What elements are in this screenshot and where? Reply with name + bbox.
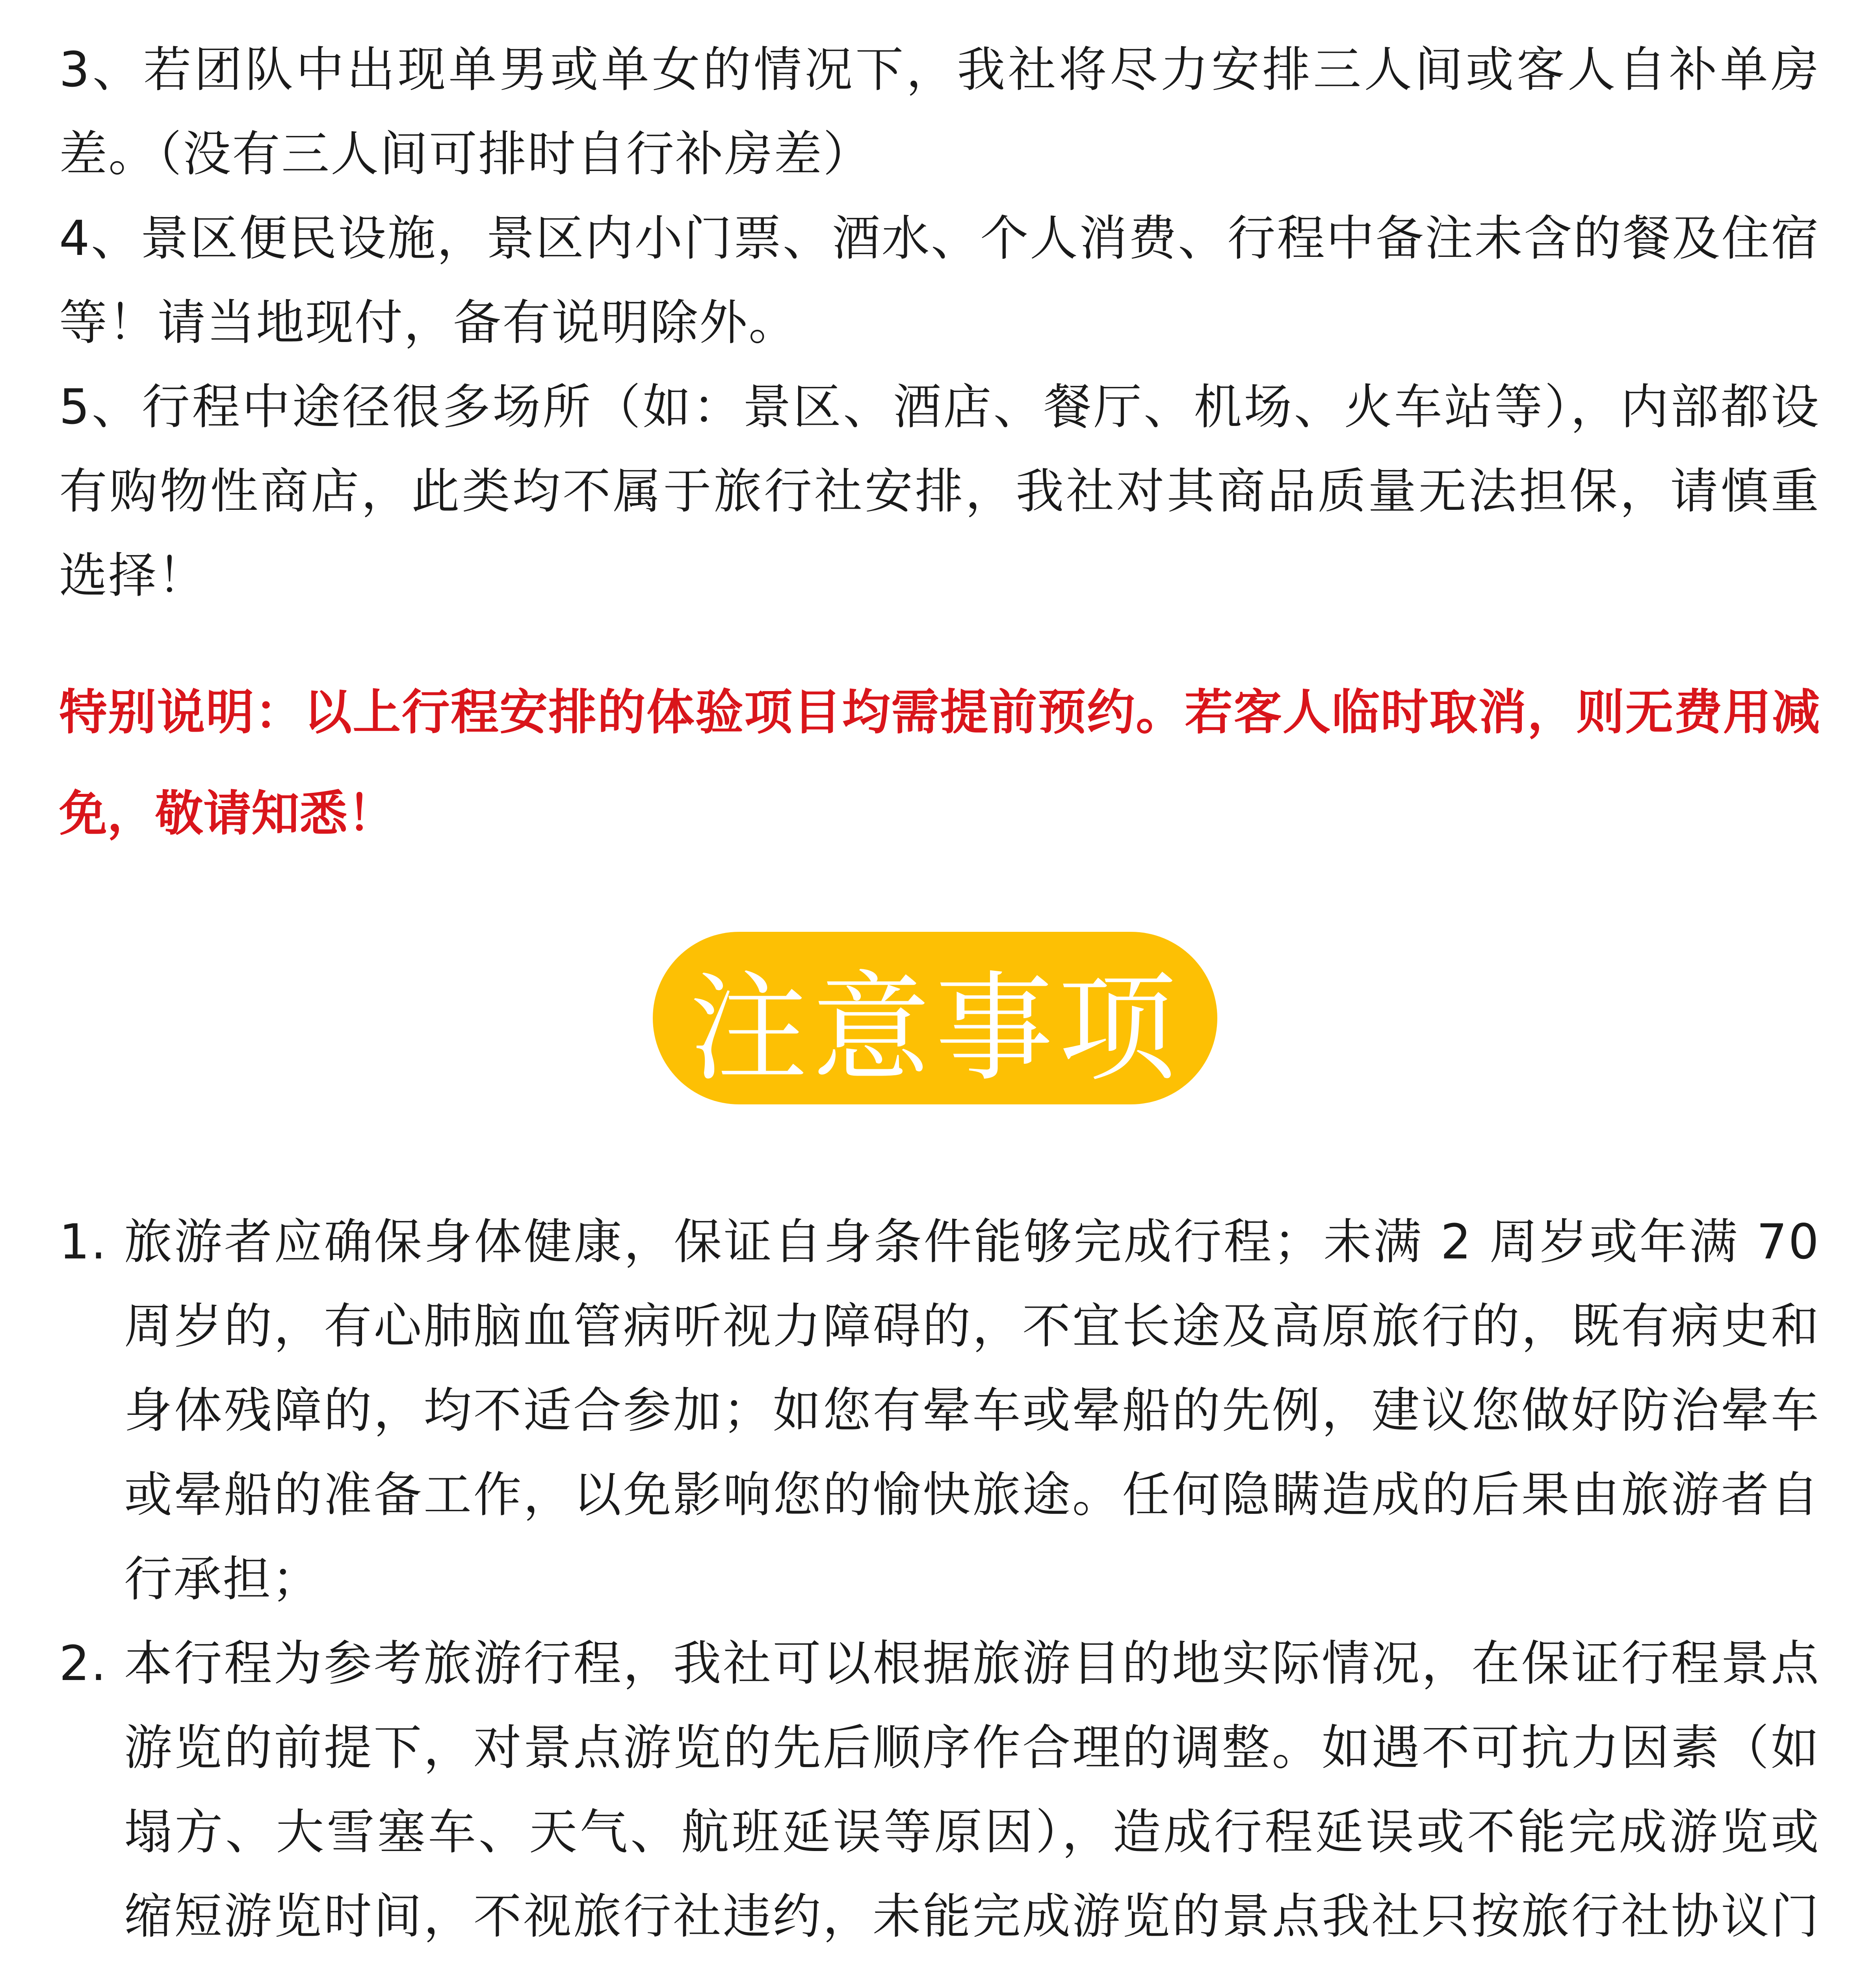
section-title: 注意事项	[689, 959, 1181, 1097]
intro-item-3: 3、若团队中出现单男或单女的情况下，我社将尽力安排三人间或客人自补单房差。（没有三人间可排时自行补房差）	[59, 42, 1820, 182]
notes-list	[59, 1200, 1820, 1970]
note-text: 旅游者应确保身体健康，保证自身条件能够完成行程；未满 2 周岁或年满 70 周岁的，有心肺脑血管病听视力障碍的，不宜长途及高原旅行的，既有病史和身体残障的，均不适合参加；如您有晕车或晕船的先例，建议您做好防治晕车或晕船的准备工作，以免影响您的愉快旅途。任何隐瞒造成的后果由旅游者自行承担；	[124, 1214, 1820, 1607]
section-title-badge	[653, 932, 1217, 1104]
special-note: 特别说明：以上行程安排的体验项目均需提前预约。若客人临时取消，则无费用减免，敬请知悉！	[59, 684, 1820, 842]
note-item	[59, 1621, 1820, 1970]
intro-item-5: 5、行程中途径很多场所（如：景区、酒店、餐厅、机场、火车站等），内部都设有购物性商店，此类均不属于旅行社安排，我社对其商品质量无法担保，请慎重选择！	[59, 379, 1820, 604]
intro-list	[59, 28, 1820, 618]
intro-item-4: 4、景区便民设施，景区内小门票、酒水、个人消费、行程中备注未含的餐及住宿等！请当地现付，备有说明除外。	[59, 210, 1820, 351]
note-number: 1.	[59, 1214, 108, 1270]
note-item	[59, 1200, 1820, 1621]
note-text: 本行程为参考旅游行程，我社可以根据旅游目的地实际情况，在保证行程景点游览的前提下，对景点游览的先后顺序作合理的调整。如遇不可抗力因素（如塌方、大雪塞车、天气、航班延误等原因），造成行程延误或不能完成游览或缩短游览时间，不视旅行社违约，未能完成游览的景点我社只按旅行社协议门	[124, 1635, 1820, 1944]
note-number: 2.	[59, 1635, 108, 1691]
